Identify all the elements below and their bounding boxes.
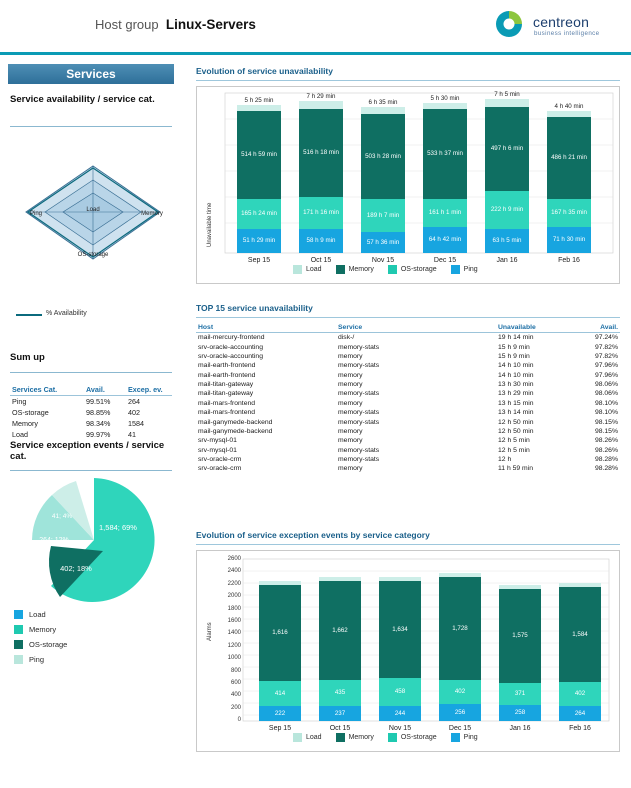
legend-label: Load: [306, 266, 322, 273]
x-axis-category-label: Feb 16: [569, 725, 591, 732]
top15-col-service: Service: [336, 322, 496, 333]
top15-cell-service: memory: [338, 465, 363, 473]
bar-value-label: 7 h 5 min: [494, 91, 520, 98]
legend-item: [336, 265, 374, 274]
top15-cell-service: memory-stats: [338, 446, 380, 454]
bar-value-label: 402: [454, 688, 466, 695]
top15-cell-unavailable: 12 h 5 min: [498, 437, 530, 445]
bar-value-label: 1,662: [332, 626, 348, 634]
top15-cell-service: disk-/: [338, 334, 355, 342]
top15-col-host: Host: [196, 322, 336, 333]
table-row: [196, 399, 620, 408]
bar-value-label: 237: [334, 709, 346, 717]
y-axis-tick-label: 200: [230, 704, 241, 711]
pie-legend-item: [14, 610, 174, 619]
bar-value-label: 222 h 9 min: [490, 206, 524, 213]
sumup-cell-category: Load: [12, 430, 28, 439]
sumup-col-category: Services Cat.: [10, 384, 84, 396]
top15-cell-unavailable: 19 h 14 min: [498, 334, 534, 342]
top15-cell-service: memory: [338, 399, 363, 407]
legend-swatch-icon: [451, 265, 460, 274]
top15-cell-host: mail-ganymede-backend: [198, 427, 273, 435]
top15-cell-avail: 98.06%: [594, 381, 618, 389]
legend-label: Memory: [348, 734, 374, 741]
legend-swatch-icon: [293, 733, 302, 742]
bar-value-label: 486 h 21 min: [551, 154, 587, 161]
top15-cell-service: memory-stats: [338, 362, 380, 370]
top15-cell-service: memory: [338, 352, 363, 360]
legend-label: Memory: [348, 266, 374, 273]
x-axis-category-label: Jan 16: [509, 725, 531, 732]
exception-events-y-axis-label: Alarms: [207, 622, 213, 641]
top15-cell-host: mail-mars-frontend: [198, 399, 256, 407]
top15-cell-host: srv-oracle-crm: [198, 465, 242, 473]
centreon-mark-icon: [489, 8, 529, 40]
table-row: [196, 380, 620, 389]
legend-item: [293, 265, 322, 274]
bar-value-label: 63 h 5 min: [492, 237, 522, 244]
bar-value-label: 64 h 42 min: [428, 236, 462, 243]
bar-value-label: 5 h 30 min: [430, 95, 460, 102]
legend-label: Load: [306, 734, 322, 741]
bar-value-label: 414: [274, 689, 286, 697]
top15-cell-unavailable: 13 h 15 min: [498, 399, 534, 407]
bar-value-label: 497 h 6 min: [490, 145, 524, 152]
top15-cell-host: mail-mercury-frontend: [198, 334, 265, 342]
top15-cell-avail: 97.24%: [594, 334, 618, 342]
table-row: [10, 418, 172, 429]
x-axis-category-label: Feb 16: [558, 257, 580, 264]
pie-legend-item: [14, 625, 174, 634]
bar-value-label: 171 h 16 min: [303, 209, 339, 216]
legend-swatch-icon: [451, 733, 460, 742]
sumup-cell-avail: 98.34%: [86, 419, 111, 428]
bar-value-label: 1,728: [452, 624, 468, 632]
table-row: [196, 408, 620, 417]
y-axis-tick-label: 0: [237, 717, 241, 724]
top15-cell-avail: 98.10%: [594, 409, 618, 417]
exception-events-pie-chart: [14, 470, 174, 610]
legend-swatch-icon: [14, 655, 23, 664]
table-row: [196, 342, 620, 351]
sumup-cell-avail: 98.85%: [86, 408, 111, 417]
sumup-title: Sum up: [10, 352, 45, 363]
y-axis-tick-label: 2600: [227, 556, 241, 562]
x-axis-category-label: Dec 15: [433, 257, 457, 264]
x-axis-category-label: Dec 15: [448, 725, 472, 732]
table-row: [196, 389, 620, 398]
top15-cell-service: memory: [338, 371, 363, 379]
legend-item: [293, 733, 322, 742]
sumup-cell-exceptions: 402: [128, 408, 140, 417]
top15-cell-host: srv-mysql-01: [198, 437, 237, 445]
top15-cell-unavailable: 13 h 29 min: [498, 390, 534, 398]
page-title: [95, 17, 256, 32]
legend-item: [336, 733, 374, 742]
top15-cell-host: srv-oracle-accounting: [198, 343, 263, 351]
y-axis-tick-label: 400: [230, 692, 241, 699]
top15-cell-host: mail-ganymede-backend: [198, 418, 273, 426]
y-axis-tick-label: 1600: [227, 618, 241, 624]
top15-cell-host: srv-oracle-crm: [198, 456, 242, 464]
exception-events-title: Service exception events / service cat.: [10, 440, 165, 462]
header-divider: [0, 52, 631, 55]
top15-cell-unavailable: 13 h 30 min: [498, 381, 534, 389]
table-row: [10, 429, 172, 440]
top15-cell-unavailable: 12 h 5 min: [498, 446, 530, 454]
bar-value-label: 503 h 28 min: [365, 152, 401, 160]
sumup-underline: [10, 372, 172, 373]
top15-cell-unavailable: 15 h 9 min: [498, 343, 530, 351]
y-axis-tick-label: 600: [230, 680, 241, 686]
legend-swatch-icon: [336, 733, 345, 742]
panel3-underline: [196, 544, 620, 545]
service-availability-radar-chart: [18, 160, 168, 265]
bar-value-label: 6 h 35 min: [368, 99, 398, 106]
top15-cell-host: mail-earth-frontend: [198, 362, 256, 370]
bar-value-label: 533 h 37 min: [427, 150, 463, 157]
legend-swatch-icon: [14, 640, 23, 649]
bar-value-label: 189 h 7 min: [366, 211, 400, 219]
legend-swatch-icon: [388, 733, 397, 742]
top15-cell-avail: 98.15%: [594, 427, 618, 435]
bar-value-label: 516 h 18 min: [303, 149, 339, 156]
y-axis-tick-label: 2400: [227, 568, 241, 575]
sumup-table: [10, 384, 172, 440]
svg-text:Load: Load: [86, 207, 100, 213]
top15-cell-unavailable: 14 h 10 min: [498, 362, 534, 370]
exception-events-chart-svg: [197, 551, 621, 753]
top15-cell-service: memory: [338, 427, 363, 435]
panel1-title: Evolution of service unavailability: [196, 66, 333, 76]
legend-item: [388, 265, 437, 274]
pie-legend-label: OS-storage: [29, 640, 68, 649]
legend-item: [451, 733, 478, 742]
top15-cell-avail: 97.96%: [594, 362, 618, 370]
sumup-cell-category: Memory: [12, 419, 38, 428]
x-axis-category-label: Nov 15: [371, 257, 395, 264]
x-axis-category-label: Oct 15: [329, 725, 351, 732]
top15-cell-service: memory-stats: [338, 390, 380, 398]
table-row: [196, 333, 620, 343]
availability-legend-label: % Availability: [46, 310, 87, 317]
unavailability-chart: [196, 86, 620, 284]
top15-cell-avail: 98.26%: [594, 446, 618, 454]
sumup-col-exceptions: Excep. ev.: [126, 384, 172, 396]
sumup-cell-category: OS-storage: [12, 408, 49, 417]
pie-legend-label: Ping: [29, 655, 45, 664]
y-axis-tick-label: 1200: [227, 642, 241, 649]
top15-cell-avail: 98.28%: [594, 465, 618, 473]
legend-item: [388, 733, 437, 742]
top15-cell-avail: 97.82%: [594, 343, 618, 351]
legend-label: OS-storage: [400, 266, 437, 273]
table-row: [196, 371, 620, 380]
legend-label: Ping: [463, 734, 478, 741]
top15-col-avail: Avail.: [576, 322, 620, 333]
y-axis-tick-label: 2200: [227, 580, 241, 587]
centreon-logo-subtext: business intelligence: [534, 30, 600, 37]
top15-cell-host: srv-mysql-01: [198, 446, 237, 454]
top15-cell-service: memory-stats: [338, 409, 380, 417]
top15-cell-service: memory-stats: [338, 418, 380, 426]
bar-value-label: 7 h 29 min: [306, 93, 336, 100]
top15-cell-unavailable: 12 h 50 min: [498, 427, 534, 435]
table-row: [196, 352, 620, 361]
unavailability-y-axis-label: Unavailable time: [207, 202, 213, 247]
bar-value-label: 58 h 9 min: [306, 237, 336, 244]
table-row: [196, 361, 620, 370]
bar-value-label: 1,634: [392, 625, 408, 633]
panel3-title: Evolution of service exception events by service category: [196, 530, 430, 540]
top15-cell-host: mail-titan-gateway: [198, 390, 254, 398]
panel1-underline: [196, 80, 620, 81]
exception-events-chart-legend: [293, 733, 478, 742]
pie-legend-label: Load: [29, 610, 46, 619]
bar-value-label: 1,575: [512, 632, 528, 639]
top15-cell-host: mail-earth-frontend: [198, 371, 256, 379]
bar-value-label: 402: [574, 690, 586, 697]
sumup-header-row: [10, 384, 172, 396]
svg-text:OS-storage: OS-storage: [77, 252, 109, 258]
panel2-underline: [196, 317, 620, 318]
bar-value-label: 51 h 29 min: [242, 237, 276, 244]
exception-events-chart: [196, 550, 620, 752]
sumup-col-avail: Avail.: [84, 384, 126, 396]
bar-value-label: 161 h 1 min: [428, 209, 462, 216]
legend-swatch-icon: [293, 265, 302, 274]
svg-text:402; 18%: 402; 18%: [60, 564, 92, 573]
y-axis-tick-label: 2000: [227, 593, 241, 600]
top15-cell-avail: 98.06%: [594, 390, 618, 398]
top15-cell-unavailable: 11 h 59 min: [498, 465, 534, 473]
bar-value-label: 258: [514, 709, 526, 716]
y-axis-tick-label: 1000: [227, 655, 241, 662]
svg-text:41; 4%: 41; 4%: [51, 513, 73, 520]
unavailability-chart-legend: [293, 265, 478, 274]
sumup-cell-exceptions: 1584: [128, 419, 144, 428]
bar-value-label: 435: [334, 689, 346, 696]
sumup-cell-category: Ping: [12, 397, 27, 406]
table-row: [196, 436, 620, 445]
top15-cell-host: srv-oracle-accounting: [198, 352, 263, 360]
bar-value-label: 1,616: [272, 629, 288, 636]
table-row: [196, 427, 620, 436]
bar-value-label: 167 h 35 min: [551, 209, 587, 216]
svg-text:Memory: Memory: [141, 211, 163, 217]
y-axis-tick-label: 1800: [227, 605, 241, 612]
bar-value-label: 4 h 40 min: [554, 103, 584, 110]
availability-legend-swatch: [16, 314, 42, 316]
top15-cell-avail: 98.28%: [594, 456, 618, 464]
table-row: [10, 407, 172, 418]
page-title-value: Linux-Servers: [165, 17, 256, 32]
legend-swatch-icon: [14, 610, 23, 619]
panel2-title: TOP 15 service unavailability: [196, 303, 313, 313]
top15-col-unavailable: Unavailable: [496, 322, 576, 333]
centreon-logo: [489, 8, 619, 42]
bar-value-label: 71 h 30 min: [552, 236, 586, 243]
table-row: [196, 455, 620, 464]
top15-cell-service: memory-stats: [338, 343, 380, 351]
top15-cell-unavailable: 14 h 10 min: [498, 371, 534, 379]
x-axis-category-label: Sep 15: [247, 257, 271, 264]
x-axis-category-label: Jan 16: [496, 257, 518, 264]
svg-text:264; 12%: 264; 12%: [39, 537, 69, 544]
page-title-prefix: Host group: [95, 17, 159, 32]
bar-value-label: 165 h 24 min: [241, 210, 277, 217]
table-row: [196, 464, 620, 473]
bar-value-label: 244: [394, 709, 406, 717]
table-row: [10, 396, 172, 408]
legend-label: Ping: [463, 266, 478, 273]
top15-header-row: [196, 322, 620, 333]
top15-cell-host: mail-mars-frontend: [198, 409, 256, 417]
top15-cell-unavailable: 12 h: [498, 456, 512, 464]
legend-swatch-icon: [14, 625, 23, 634]
table-row: [196, 417, 620, 426]
bar-value-label: 256: [454, 708, 466, 716]
top15-cell-service: memory-stats: [338, 456, 380, 464]
top15-cell-service: memory: [338, 381, 363, 389]
bar-value-label: 5 h 25 min: [244, 97, 274, 104]
top15-cell-avail: 97.82%: [594, 352, 618, 360]
top15-cell-avail: 97.96%: [594, 371, 618, 379]
sumup-cell-avail: 99.51%: [86, 397, 111, 406]
pie-legend-label: Memory: [29, 625, 57, 634]
service-availability-title: Service availability / service cat.: [10, 94, 155, 105]
svg-text:1,584; 69%: 1,584; 69%: [99, 523, 137, 532]
legend-item: [451, 265, 478, 274]
y-axis-tick-label: 1400: [227, 630, 241, 637]
top15-cell-host: mail-titan-gateway: [198, 381, 254, 389]
svg-text:Ping: Ping: [29, 211, 43, 217]
top15-table: [196, 322, 620, 474]
sumup-cell-exceptions: 264: [128, 397, 140, 406]
centreon-logo-text: centreon: [533, 14, 590, 30]
top15-cell-avail: 98.26%: [594, 437, 618, 445]
bar-value-label: 371: [514, 690, 526, 697]
pie-legend: [14, 610, 174, 670]
service-availability-underline: [10, 126, 172, 127]
legend-swatch-icon: [388, 265, 397, 274]
bar-value-label: 222: [274, 709, 286, 717]
sumup-cell-exceptions: 41: [128, 430, 136, 439]
legend-label: OS-storage: [400, 734, 437, 741]
sumup-cell-avail: 99.97%: [86, 430, 111, 439]
x-axis-category-label: Nov 15: [388, 725, 412, 732]
top15-cell-unavailable: 15 h 9 min: [498, 352, 530, 360]
bar-value-label: 1,584: [572, 630, 588, 638]
x-axis-category-label: Sep 15: [268, 725, 292, 732]
table-row: [196, 446, 620, 455]
bar-value-label: 264: [574, 709, 586, 717]
top15-cell-service: memory: [338, 437, 363, 445]
sidebar-services-banner: Services: [8, 64, 174, 84]
pie-legend-item: [14, 640, 174, 649]
legend-swatch-icon: [336, 265, 345, 274]
pie-legend-item: [14, 655, 174, 664]
bar-value-label: 57 h 36 min: [366, 238, 400, 246]
bar-value-label: 458: [394, 688, 406, 695]
top15-cell-unavailable: 13 h 14 min: [498, 409, 534, 417]
unavailability-chart-svg: [197, 87, 621, 285]
y-axis-tick-label: 800: [230, 667, 241, 674]
top15-cell-avail: 98.10%: [594, 399, 618, 407]
top15-cell-avail: 98.15%: [594, 418, 618, 426]
bar-value-label: 514 h 59 min: [241, 151, 277, 158]
x-axis-category-label: Oct 15: [310, 257, 332, 264]
top15-cell-unavailable: 12 h 50 min: [498, 418, 534, 426]
page-header: [0, 0, 631, 52]
